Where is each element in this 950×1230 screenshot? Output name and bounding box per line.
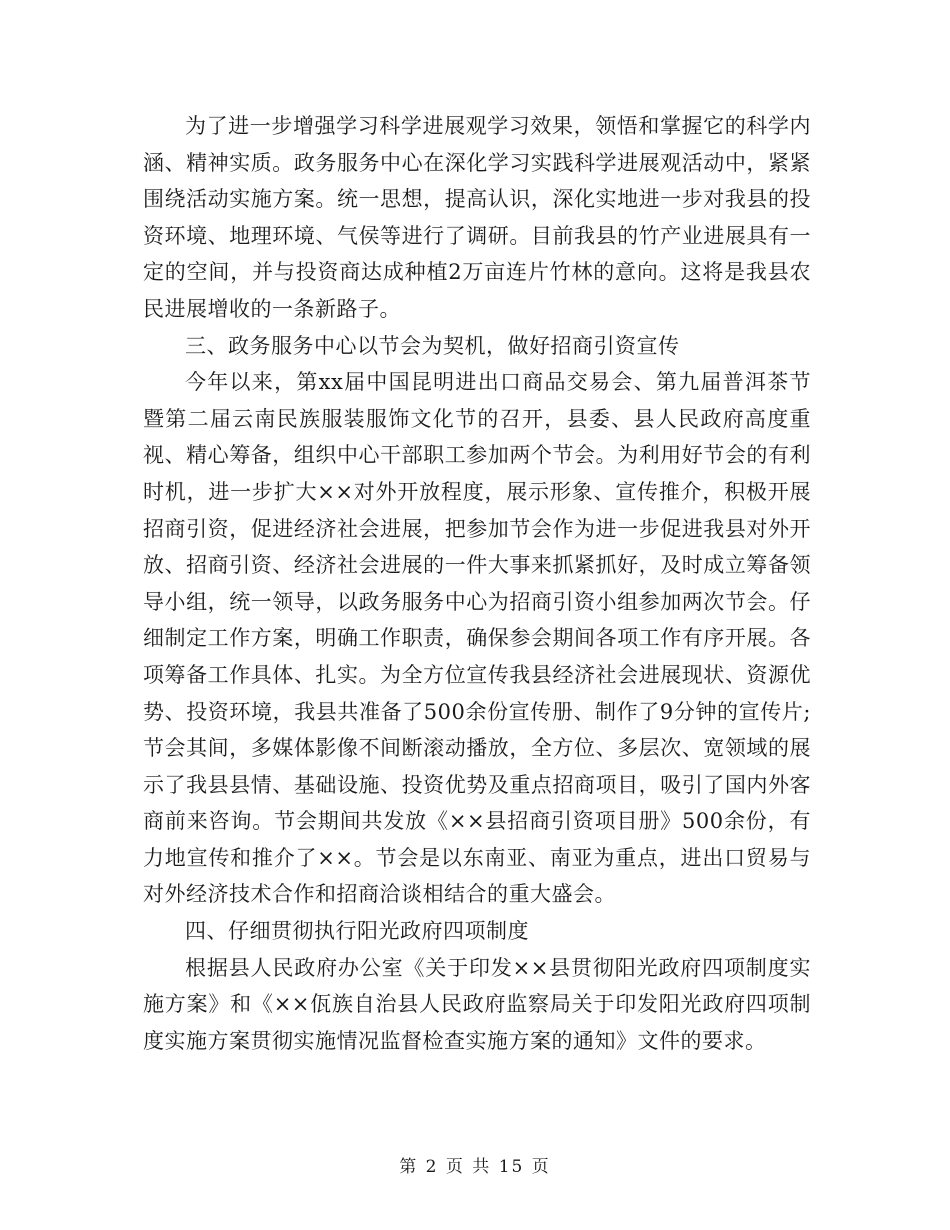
page-number-footer: 第 2 页 共 15 页 — [399, 1157, 551, 1177]
paragraph-intro: 为了进一步增强学习科学进展观学习效果，领悟和掌握它的科学内涵、精神实质。政务服务中心在深化学习实践科学进展观活动中，紧紧围绕活动实施方案。统一思想，提高认识，深化实地进一步对我县的投资环境、地理环境、气侯等进行了调研。目前我县的竹产业进展具有一定的空间，并与投资商达成种植2万亩连片竹林的意向。这将是我县农民进展增收的一条新路子。 — [143, 114, 811, 321]
section-heading-3: 三、政务服务中心以节会为契机，做好招商引资宣传 — [185, 333, 680, 358]
section-heading-4: 四、仔细贯彻执行阳光政府四项制度 — [185, 919, 529, 944]
paragraph-section-4: 根据县人民政府办公室《关于印发××县贯彻阳光政府四项制度实施方案》和《××佤族自治县人民政府监察局关于印发阳光政府四项制度实施方案贯彻实施情况监督检查实施方案的通知》文件的要求。 — [143, 955, 811, 1053]
paragraph-section-3: 今年以来，第xx届中国昆明进出口商品交易会、第九届普洱茶节暨第二届云南民族服装服饰文化节的召开，县委、县人民政府高度重视、精心筹备，组织中心干部职工参加两个节会。为利用好节会的有利时机，进一步扩大××对外开放程度，展示形象、宣传推介，积极开展招商引资，促进经济社会进展，把参加节会作为进一步促进我县对外开放、招商引资、经济社会进展的一件大事来抓紧抓好，及时成立筹备领导小组，统一领导，以政务服务中心为招商引资小组参加两次节会。仔细制定工作方案，明确工作职责，确保参会期间各项工作有序开展。各项筹备工作具体、扎实。为全方位宣传我县经济社会进展现状、资源优势、投资环境，我县共准备了500余份宣传册、制作了9分钟的宣传片;节会其间，多媒体影像不间断滚动播放，全方位、多层次、宽领域的展示了我县县情、基础设施、投资优势及重点招商项目，吸引了国内外客商前来咨询。节会期间共发放《××县招商引资项目册》500余份，有力地宣传和推介了××。节会是以东南亚、南亚为重点，进出口贸易与对外经济技术合作和招商洽谈相结合的重大盛会。 — [143, 370, 811, 907]
document-body — [143, 108, 811, 1059]
